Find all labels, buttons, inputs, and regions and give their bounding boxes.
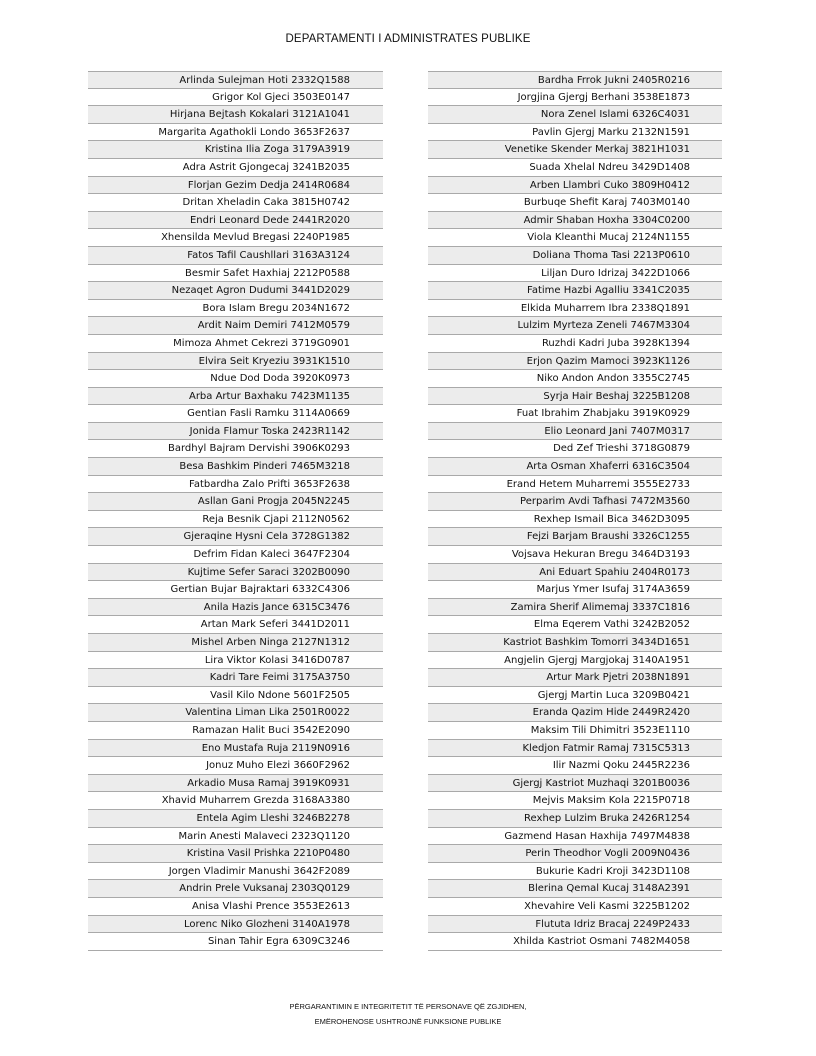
right-column-list bbox=[428, 71, 722, 951]
list-item: Entela Agim Lleshi 3246B2278 bbox=[88, 810, 383, 828]
list-item: Bora Islam Bregu 2034N1672 bbox=[88, 300, 383, 318]
list-item: Venetike Skender Merkaj 3821H1031 bbox=[428, 141, 722, 159]
list-item: Lorenc Niko Glozheni 3140A1978 bbox=[88, 916, 383, 934]
list-item: Ramazan Halit Buci 3542E2090 bbox=[88, 722, 383, 740]
list-item: Fatime Hazbi Agalliu 3341C2035 bbox=[428, 282, 722, 300]
list-item: Flututa Idriz Bracaj 2249P2433 bbox=[428, 916, 722, 934]
list-item: Margarita Agathokli Londo 3653F2637 bbox=[88, 124, 383, 142]
list-item: Kastriot Bashkim Tomorri 3434D1651 bbox=[428, 634, 722, 652]
left-column-list bbox=[88, 71, 383, 951]
list-item: Liljan Duro Idrizaj 3422D1066 bbox=[428, 265, 722, 283]
list-item: Lulzim Myrteza Zeneli 7467M3304 bbox=[428, 317, 722, 335]
list-item: Syrja Hair Beshaj 3225B1208 bbox=[428, 388, 722, 406]
list-item: Marjus Ymer Isufaj 3174A3659 bbox=[428, 581, 722, 599]
list-item: Blerina Qemal Kucaj 3148A2391 bbox=[428, 880, 722, 898]
list-item: Xhensilda Mevlud Bregasi 2240P1985 bbox=[88, 229, 383, 247]
list-item: Arlinda Sulejman Hoti 2332Q1588 bbox=[88, 71, 383, 89]
list-item: Gertian Bujar Bajraktari 6332C4306 bbox=[88, 581, 383, 599]
list-item: Gazmend Hasan Haxhija 7497M4838 bbox=[428, 828, 722, 846]
list-item: Xhavid Muharrem Grezda 3168A3380 bbox=[88, 792, 383, 810]
list-item: Rexhep Ismail Bica 3462D3095 bbox=[428, 511, 722, 529]
list-item: Erjon Qazim Mamoci 3923K1126 bbox=[428, 353, 722, 371]
list-item: Jonida Flamur Toska 2423R1142 bbox=[88, 423, 383, 441]
list-item: Gjergj Kastriot Muzhaqi 3201B0036 bbox=[428, 775, 722, 793]
list-item: Kledjon Fatmir Ramaj 7315C5313 bbox=[428, 740, 722, 758]
list-item: Florjan Gezim Dedja 2414R0684 bbox=[88, 177, 383, 195]
list-item: Anila Hazis Jance 6315C3476 bbox=[88, 599, 383, 617]
list-item: Endri Leonard Dede 2441R2020 bbox=[88, 212, 383, 230]
list-item: Ani Eduart Spahiu 2404R0173 bbox=[428, 564, 722, 582]
list-item: Jorgjina Gjergj Berhani 3538E1873 bbox=[428, 89, 722, 107]
list-item: Viola Kleanthi Mucaj 2124N1155 bbox=[428, 229, 722, 247]
list-item: Kadri Tare Feimi 3175A3750 bbox=[88, 669, 383, 687]
list-item: Zamira Sherif Alimemaj 3337C1816 bbox=[428, 599, 722, 617]
list-item: Suada Xhelal Ndreu 3429D1408 bbox=[428, 159, 722, 177]
list-item: Burbuqe Shefit Karaj 7403M0140 bbox=[428, 194, 722, 212]
list-item: Arkadio Musa Ramaj 3919K0931 bbox=[88, 775, 383, 793]
list-item: Eno Mustafa Ruja 2119N0916 bbox=[88, 740, 383, 758]
list-item: Gjergj Martin Luca 3209B0421 bbox=[428, 687, 722, 705]
list-item: Asllan Gani Progja 2045N2245 bbox=[88, 493, 383, 511]
list-item: Gjeraqine Hysni Cela 3728G1382 bbox=[88, 528, 383, 546]
list-item: Ded Zef Trieshi 3718G0879 bbox=[428, 440, 722, 458]
list-item: Vojsava Hekuran Bregu 3464D3193 bbox=[428, 546, 722, 564]
list-item: Kujtime Sefer Saraci 3202B0090 bbox=[88, 564, 383, 582]
list-item: Dritan Xheladin Caka 3815H0742 bbox=[88, 194, 383, 212]
list-item: Ilir Nazmi Qoku 2445R2236 bbox=[428, 757, 722, 775]
list-item: Marin Anesti Malaveci 2323Q1120 bbox=[88, 828, 383, 846]
list-item: Mejvis Maksim Kola 2215P0718 bbox=[428, 792, 722, 810]
page-title: DEPARTAMENTI I ADMINISTRATES PUBLIKE bbox=[285, 33, 531, 45]
list-item: Fatos Tafil Caushllari 3163A3124 bbox=[88, 247, 383, 265]
list-item: Arba Artur Baxhaku 7423M1135 bbox=[88, 388, 383, 406]
list-item: Bukurie Kadri Kroji 3423D1108 bbox=[428, 863, 722, 881]
list-item: Arben Llambri Cuko 3809H0412 bbox=[428, 177, 722, 195]
list-item: Elio Leonard Jani 7407M0317 bbox=[428, 423, 722, 441]
list-item: Ndue Dod Doda 3920K0973 bbox=[88, 370, 383, 388]
list-item: Anisa Vlashi Prence 3553E2613 bbox=[88, 898, 383, 916]
list-item: Mishel Arben Ninga 2127N1312 bbox=[88, 634, 383, 652]
list-item: Valentina Liman Lika 2501R0022 bbox=[88, 704, 383, 722]
list-item: Perparim Avdi Tafhasi 7472M3560 bbox=[428, 493, 722, 511]
list-item: Fejzi Barjam Braushi 3326C1255 bbox=[428, 528, 722, 546]
list-item: Artan Mark Seferi 3441D2011 bbox=[88, 616, 383, 634]
list-item: Artur Mark Pjetri 2038N1891 bbox=[428, 669, 722, 687]
footer-line-2: EMËROHENOSE USHTROJNË FUNKSIONE PUBLIKE bbox=[314, 1017, 502, 1026]
list-item: Kristina Vasil Prishka 2210P0480 bbox=[88, 845, 383, 863]
list-item: Nezaqet Agron Dudumi 3441D2029 bbox=[88, 282, 383, 300]
list-item: Besa Bashkim Pinderi 7465M3218 bbox=[88, 458, 383, 476]
list-item: Arta Osman Xhaferri 6316C3504 bbox=[428, 458, 722, 476]
list-item: Pavlin Gjergj Marku 2132N1591 bbox=[428, 124, 722, 142]
footer-line-1: PËRGARANTIMIN E INTEGRITETIT TË PERSONAVE QË ZGJIDHEN, bbox=[289, 1002, 527, 1011]
list-item: Adra Astrit Gjongecaj 3241B2035 bbox=[88, 159, 383, 177]
list-item: Fatbardha Zalo Prifti 3653F2638 bbox=[88, 476, 383, 494]
list-item: Mimoza Ahmet Cekrezi 3719G0901 bbox=[88, 335, 383, 353]
list-item: Grigor Kol Gjeci 3503E0147 bbox=[88, 89, 383, 107]
list-item: Besmir Safet Haxhiaj 2212P0588 bbox=[88, 265, 383, 283]
list-item: Elma Eqerem Vathi 3242B2052 bbox=[428, 616, 722, 634]
list-item: Defrim Fidan Kaleci 3647F2304 bbox=[88, 546, 383, 564]
list-item: Jorgen Vladimir Manushi 3642F2089 bbox=[88, 863, 383, 881]
list-item: Perin Theodhor Vogli 2009N0436 bbox=[428, 845, 722, 863]
list-item: Erand Hetem Muharremi 3555E2733 bbox=[428, 476, 722, 494]
list-item: Fuat Ibrahim Zhabjaku 3919K0929 bbox=[428, 405, 722, 423]
list-item: Nora Zenel Islami 6326C4031 bbox=[428, 106, 722, 124]
list-item: Ardit Naim Demiri 7412M0579 bbox=[88, 317, 383, 335]
list-item: Lira Viktor Kolasi 3416D0787 bbox=[88, 652, 383, 670]
list-item: Kristina Ilia Zoga 3179A3919 bbox=[88, 141, 383, 159]
list-item: Bardhyl Bajram Dervishi 3906K0293 bbox=[88, 440, 383, 458]
list-item: Rexhep Lulzim Bruka 2426R1254 bbox=[428, 810, 722, 828]
list-item: Xhevahire Veli Kasmi 3225B1202 bbox=[428, 898, 722, 916]
list-item: Vasil Kilo Ndone 5601F2505 bbox=[88, 687, 383, 705]
page-footer bbox=[0, 999, 816, 1029]
list-item: Doliana Thoma Tasi 2213P0610 bbox=[428, 247, 722, 265]
list-item: Angjelin Gjergj Margjokaj 3140A1951 bbox=[428, 652, 722, 670]
list-item: Ruzhdi Kadri Juba 3928K1394 bbox=[428, 335, 722, 353]
list-item: Reja Besnik Cjapi 2112N0562 bbox=[88, 511, 383, 529]
list-item: Gentian Fasli Ramku 3114A0669 bbox=[88, 405, 383, 423]
list-item: Andrin Prele Vuksanaj 2303Q0129 bbox=[88, 880, 383, 898]
list-item: Elvira Seit Kryeziu 3931K1510 bbox=[88, 353, 383, 371]
list-item: Bardha Frrok Jukni 2405R0216 bbox=[428, 71, 722, 89]
list-item: Xhilda Kastriot Osmani 7482M4058 bbox=[428, 933, 722, 951]
list-item: Niko Andon Andon 3355C2745 bbox=[428, 370, 722, 388]
list-item: Elkida Muharrem Ibra 2338Q1891 bbox=[428, 300, 722, 318]
list-item: Jonuz Muho Elezi 3660F2962 bbox=[88, 757, 383, 775]
list-item: Sinan Tahir Egra 6309C3246 bbox=[88, 933, 383, 951]
list-item: Maksim Tili Dhimitri 3523E1110 bbox=[428, 722, 722, 740]
list-item: Eranda Qazim Hide 2449R2420 bbox=[428, 704, 722, 722]
list-item: Admir Shaban Hoxha 3304C0200 bbox=[428, 212, 722, 230]
list-item: Hirjana Bejtash Kokalari 3121A1041 bbox=[88, 106, 383, 124]
